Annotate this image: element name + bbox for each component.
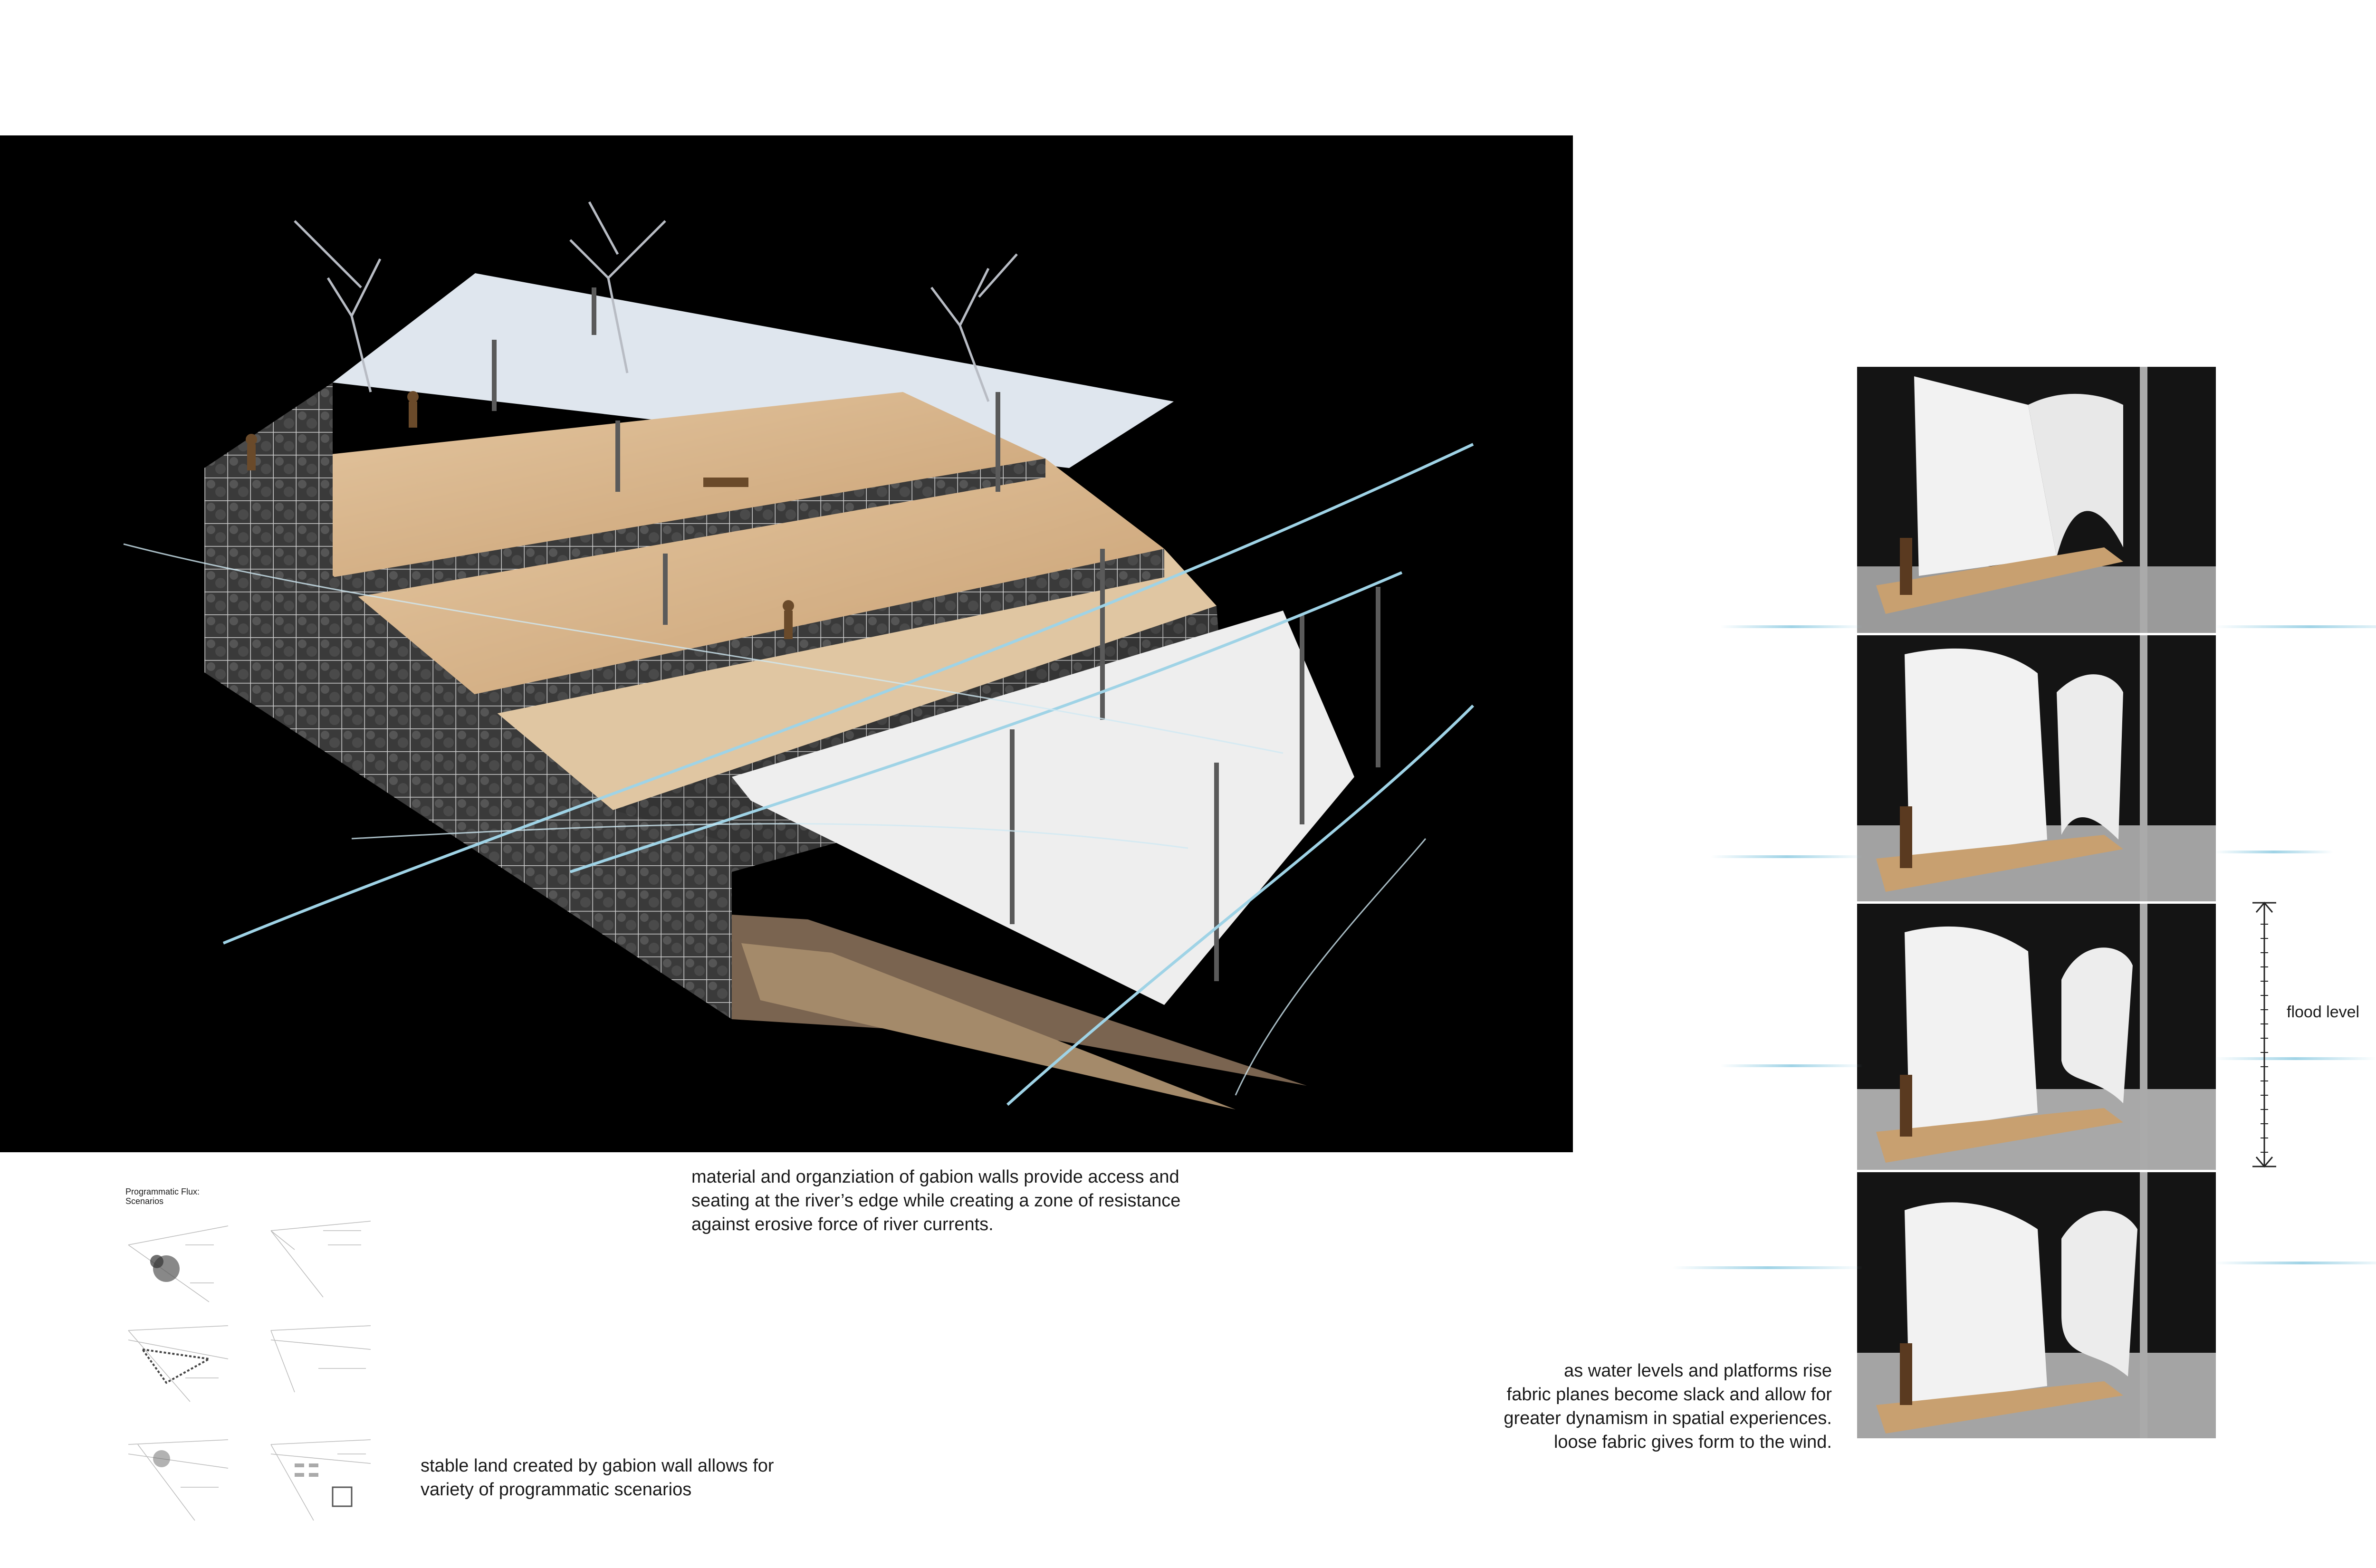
scenario-thumbnail: [124, 1216, 233, 1307]
programmatic-scenarios-grid: [124, 1183, 394, 1535]
sequence-frame-3: [1857, 904, 2216, 1170]
fabric-pavilion-illustration: [1857, 1172, 2216, 1438]
fabric-pavilion-illustration: [1857, 635, 2216, 901]
water-level-line: [1673, 1266, 1863, 1269]
water-level-line: [2214, 1057, 2376, 1060]
water-level-line: [2214, 1262, 2376, 1264]
gabion-terrace-model-illustration: [0, 135, 1573, 1152]
flood-level-scale: [2252, 900, 2276, 1169]
sequence-frame-1: [1857, 367, 2216, 633]
main-model-photo: [0, 135, 1573, 1152]
sequence-frame-4: [1857, 1172, 2216, 1438]
main-model-caption: material and organziation of gabion walls provide access and seating at the river’s edge while creating a zone of resistance against erosive force of river currents.: [691, 1167, 1181, 1234]
scenario-thumbnail: [124, 1321, 233, 1411]
flood-sequence-caption: as water levels and platforms rise fabric planes become slack and allow for greater dynamism in spatial experiences. loose fabric gives form to the wind.: [1504, 1361, 1832, 1452]
sequence-frame-2: [1857, 635, 2216, 901]
fabric-pavilion-illustration: [1857, 367, 2216, 633]
fabric-pavilion-illustration: [1857, 904, 2216, 1170]
scenario-thumbnail: [266, 1216, 375, 1307]
water-level-line: [1711, 855, 1863, 858]
water-level-line: [1720, 1064, 1863, 1067]
water-level-line: [2214, 851, 2333, 853]
flood-sequence-frames: [1857, 367, 2216, 1436]
scenario-thumbnail: [124, 1435, 233, 1525]
flood-level-arrow-icon: [2252, 900, 2276, 1169]
water-level-line: [2214, 625, 2376, 628]
flood-level-label: flood level: [2287, 1003, 2360, 1021]
scenarios-title: Programmatic Flux: Scenarios: [125, 1187, 200, 1206]
scenario-thumbnail: [266, 1435, 375, 1525]
scenarios-caption: stable land created by gabion wall allows for variety of programmatic scenarios: [421, 1456, 774, 1500]
water-level-line: [1720, 625, 1863, 628]
scenario-thumbnail: [266, 1321, 375, 1411]
